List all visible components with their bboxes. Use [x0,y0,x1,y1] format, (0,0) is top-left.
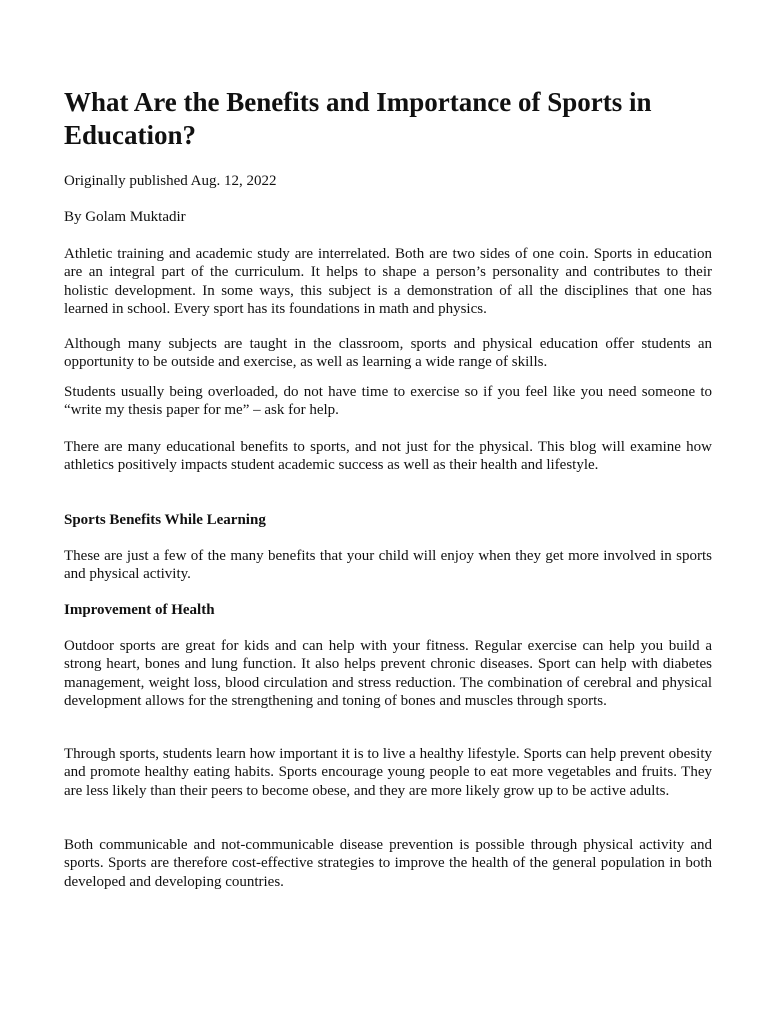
paragraph-intro: Athletic training and academic study are interrelated. Both are two sides of one coin. Sports in education are an integral part of the curriculum. It helps to shape a person’s personality and contributes to their holistic development. In some ways, this subject is a demonstration of all the disciplines that one has learned in school. Every sport has its foundations in math and physics. [64,246,712,317]
section-heading-health: Improvement of Health [64,602,215,618]
paragraph-classroom: Although many subjects are taught in the classroom, sports and physical education offer students an opportunity to be outside and exercise, as well as learning a wide range of skills. [64,336,712,371]
publish-date: Originally published Aug. 12, 2022 [64,173,277,189]
byline: By Golam Muktadir [64,209,186,225]
paragraph-healthy-lifestyle: Through sports, students learn how important it is to live a healthy lifestyle. Sports can help prevent obesity and promote healthy eating habits. Sports encourage young people to eat more vegetables and fruits. They are less likely than their peers to become obese, and they are more likely grow up to be active adults. [64,746,712,799]
paragraph-disease-prevention: Both communicable and not-communicable disease prevention is possible through physical activity and sports. Sports are therefore cost-effective strategies to improve the health of the general population in both developed and developing countries. [64,837,712,890]
paragraph-benefits: There are many educational benefits to sports, and not just for the physical. This blog will examine how athletics positively impacts student academic success as well as their health and lifestyle. [64,439,712,474]
section-heading-learning: Sports Benefits While Learning [64,512,266,528]
paragraph-child-benefits: These are just a few of the many benefits that your child will enjoy when they get more involved in sports and physical activity. [64,548,712,583]
paragraph-outdoor-sports: Outdoor sports are great for kids and can help with your fitness. Regular exercise can help you build a strong heart, bones and lung function. It also helps prevent chronic diseases. Sport can help with diabetes management, weight loss, blood circulation and stress reduction. The combination of cerebral and physical development allows for the strengthening and toning of bones and muscles through sports. [64,638,712,709]
article-title: What Are the Benefits and Importance of Sports in Education? [64,87,652,150]
paragraph-overloaded: Students usually being overloaded, do not have time to exercise so if you feel like you need someone to “write my thesis paper for me” – ask for help. [64,384,712,419]
